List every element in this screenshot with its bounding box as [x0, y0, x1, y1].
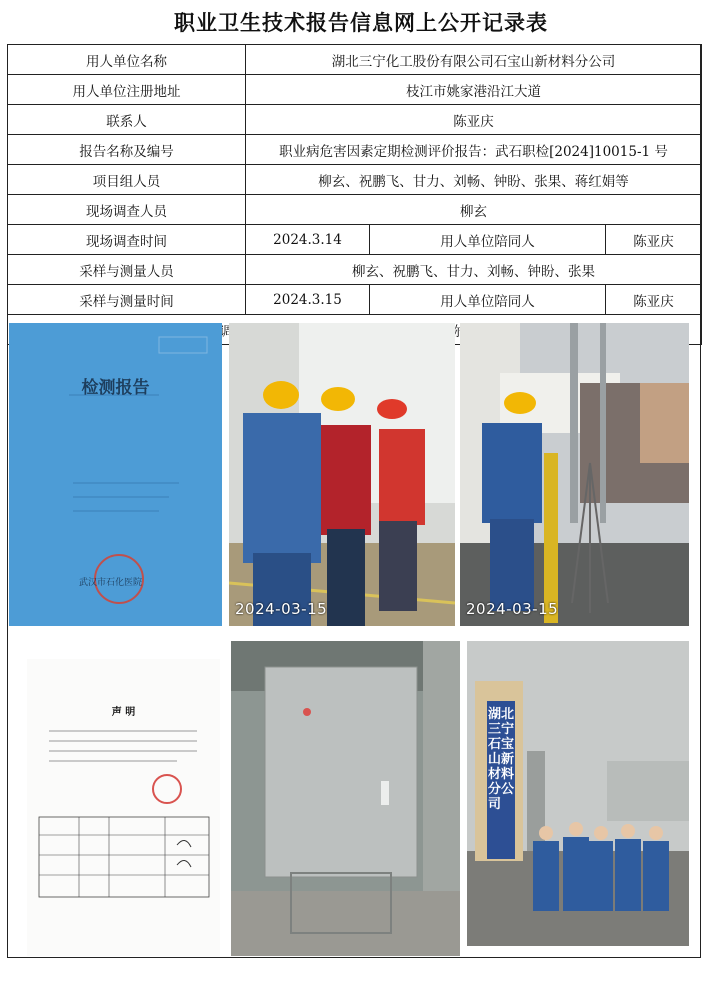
report-cover-company: 武汉市石化医院	[79, 578, 143, 588]
date-stamp-sampling: 2024-03-15	[466, 600, 559, 618]
row-report	[8, 135, 702, 165]
sampling-companion-value: 陈亚庆	[606, 285, 702, 315]
survey-staff-value: 柳玄	[246, 195, 702, 225]
page-title: 职业卫生技术报告信息网上公开记录表	[174, 10, 548, 35]
team-value: 柳玄、祝鹏飞、甘力、刘畅、钟盼、张果、蒋红娟等	[246, 165, 702, 195]
employer-value: 湖北三宁化工股份有限公司石宝山新材料分公司	[246, 45, 702, 75]
date-stamp-survey: 2024-03-15	[235, 600, 328, 618]
photo-workers-survey	[229, 323, 455, 626]
survey-companion-value: 陈亚庆	[606, 225, 702, 255]
info-table	[7, 44, 702, 345]
row-sampling-staff	[8, 255, 702, 285]
sampling-illustration	[460, 323, 689, 626]
photo-cabinet	[231, 641, 460, 956]
photo-statement	[27, 659, 220, 956]
row-address	[8, 75, 702, 105]
report-label: 报告名称及编号	[8, 135, 246, 165]
photo-sampling	[460, 323, 689, 626]
row-sampling-time	[8, 285, 702, 315]
survey-time-label: 现场调查时间	[8, 225, 246, 255]
workers-survey-illustration	[229, 323, 455, 626]
row-team	[8, 165, 702, 195]
sampling-companion-label: 用人单位陪同人	[370, 285, 606, 315]
report-value: 职业病危害因素定期检测评价报告：武石职检[2024]10015-1 号	[246, 135, 702, 165]
employer-label: 用人单位名称	[8, 45, 246, 75]
sampling-staff-label: 采样与测量人员	[8, 255, 246, 285]
survey-time-value: 2024.3.14	[246, 225, 370, 255]
statement-title: 声 明	[111, 707, 136, 718]
sampling-time-value: 2024.3.15	[246, 285, 370, 315]
address-value: 枝江市姚家港沿江大道	[246, 75, 702, 105]
photo-report-cover	[9, 323, 222, 626]
row-employer	[8, 45, 702, 75]
team-label: 项目组人员	[8, 165, 246, 195]
company-sign-text: 湖北三宁石宝山新材料分公司	[488, 707, 515, 812]
sampling-time-label: 采样与测量时间	[8, 285, 246, 315]
contact-label: 联系人	[8, 105, 246, 135]
row-contact	[8, 105, 702, 135]
survey-companion-label: 用人单位陪同人	[370, 225, 606, 255]
report-cover-title: 检测报告	[81, 378, 150, 398]
address-label: 用人单位注册地址	[8, 75, 246, 105]
contact-value: 陈亚庆	[246, 105, 702, 135]
survey-staff-label: 现场调查人员	[8, 195, 246, 225]
row-survey-staff	[8, 195, 702, 225]
photo-group	[467, 641, 689, 946]
cabinet-illustration	[231, 641, 460, 956]
row-survey-time	[8, 225, 702, 255]
sampling-staff-value: 柳玄、祝鹏飞、甘力、刘畅、钟盼、张果	[246, 255, 702, 285]
